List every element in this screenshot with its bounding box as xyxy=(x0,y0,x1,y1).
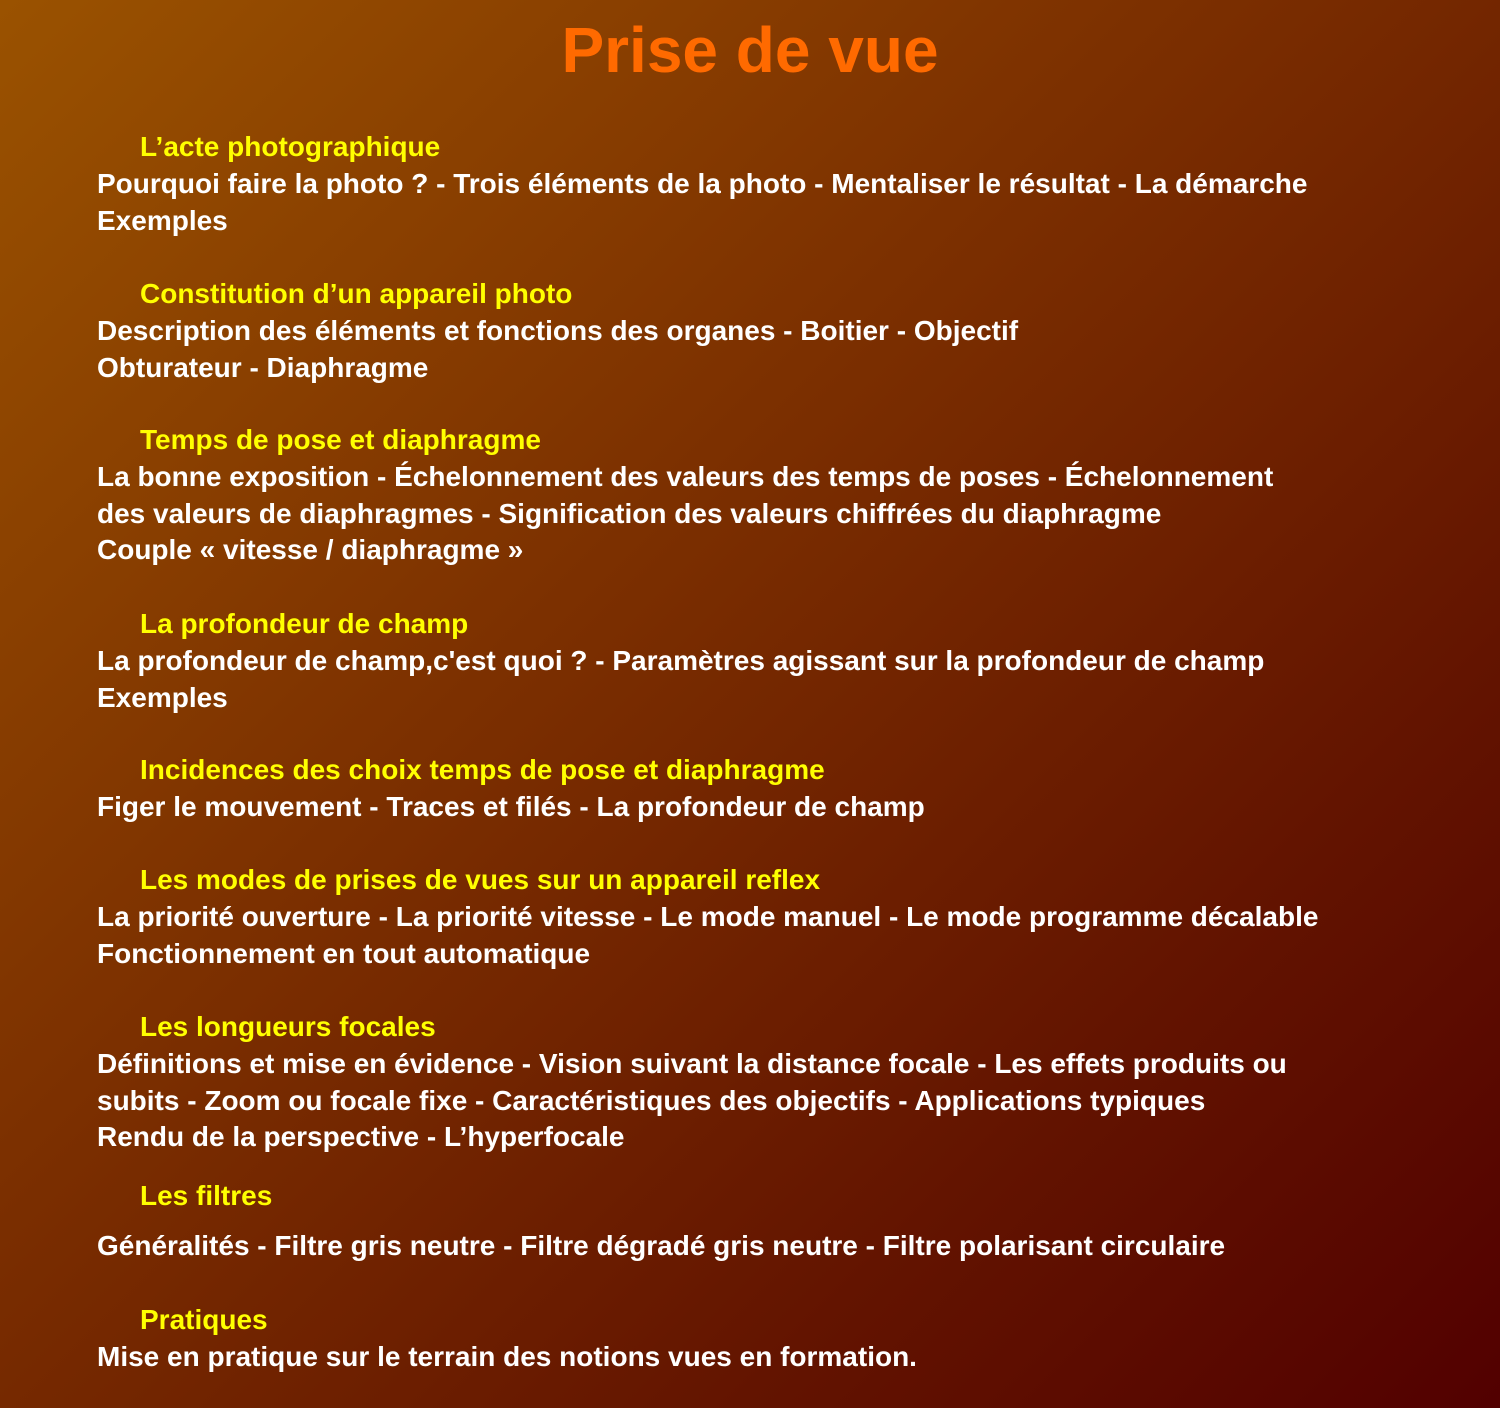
section-line: Fonctionnement en tout automatique xyxy=(97,937,591,969)
section-longueurs-focales xyxy=(97,1009,1487,1156)
section-constitution-appareil xyxy=(97,276,1487,386)
section-line: Rendu de la perspective - L’hyperfocale xyxy=(97,1121,625,1153)
page-title: Prise de vue xyxy=(561,14,939,86)
section-temps-de-pose xyxy=(97,422,1487,569)
section-heading: Constitution d’un appareil photo xyxy=(140,278,573,309)
section-line: Mise en pratique sur le terrain des notions vues en formation. xyxy=(97,1341,917,1372)
section-line: La profondeur de champ,c'est quoi ? - Paramètres agissant sur la profondeur de champ xyxy=(97,645,1265,676)
section-line: Couple « vitesse / diaphragme » xyxy=(97,534,524,566)
section-line: subits - Zoom ou focale fixe - Caractéristiques des objectifs - Applications typiques xyxy=(97,1084,1206,1116)
section-heading: Temps de pose et diaphragme xyxy=(140,424,541,455)
section-heading: Incidences des choix temps de pose et diaphragme xyxy=(140,754,825,785)
section-line: Figer le mouvement - Traces et filés - La profondeur de champ xyxy=(97,791,925,822)
section-line: Exemples xyxy=(97,681,228,713)
section-heading: Les filtres xyxy=(140,1180,273,1211)
section-heading: Pratiques xyxy=(140,1304,268,1335)
section-line: des valeurs de diaphragmes - Signification des valeurs chiffrées du diaphragme xyxy=(97,497,1162,529)
section-profondeur-de-champ xyxy=(97,606,1487,716)
section-incidences xyxy=(97,752,1487,826)
section-line: Description des éléments et fonctions des organes - Boitier - Objectif xyxy=(97,315,1019,346)
section-line: Définitions et mise en évidence - Vision suivant la distance focale - Les effets produits ou xyxy=(97,1048,1287,1079)
section-line: La bonne exposition - Échelonnement des valeurs des temps de poses - Échelonnement xyxy=(97,461,1274,492)
section-acte-photographique xyxy=(97,129,1487,239)
section-line: Généralités - Filtre gris neutre - Filtre dégradé gris neutre - Filtre polarisant circulaire xyxy=(97,1230,1226,1261)
section-heading: Les longueurs focales xyxy=(140,1011,436,1042)
section-line: Exemples xyxy=(97,204,228,236)
section-line: La priorité ouverture - La priorité vitesse - Le mode manuel - Le mode programme décalable xyxy=(97,901,1319,932)
section-heading: Les modes de prises de vues sur un appareil reflex xyxy=(140,864,821,895)
section-line: Pourquoi faire la photo ? - Trois éléments de la photo - Mentaliser le résultat - La démarche xyxy=(97,168,1308,199)
section-pratiques xyxy=(97,1302,1487,1376)
section-heading: La profondeur de champ xyxy=(140,608,469,639)
section-filtres xyxy=(97,1178,1487,1265)
section-line: Obturateur - Diaphragme xyxy=(97,351,429,383)
section-modes-prises-de-vues xyxy=(97,862,1487,972)
section-heading: L’acte photographique xyxy=(140,131,441,162)
